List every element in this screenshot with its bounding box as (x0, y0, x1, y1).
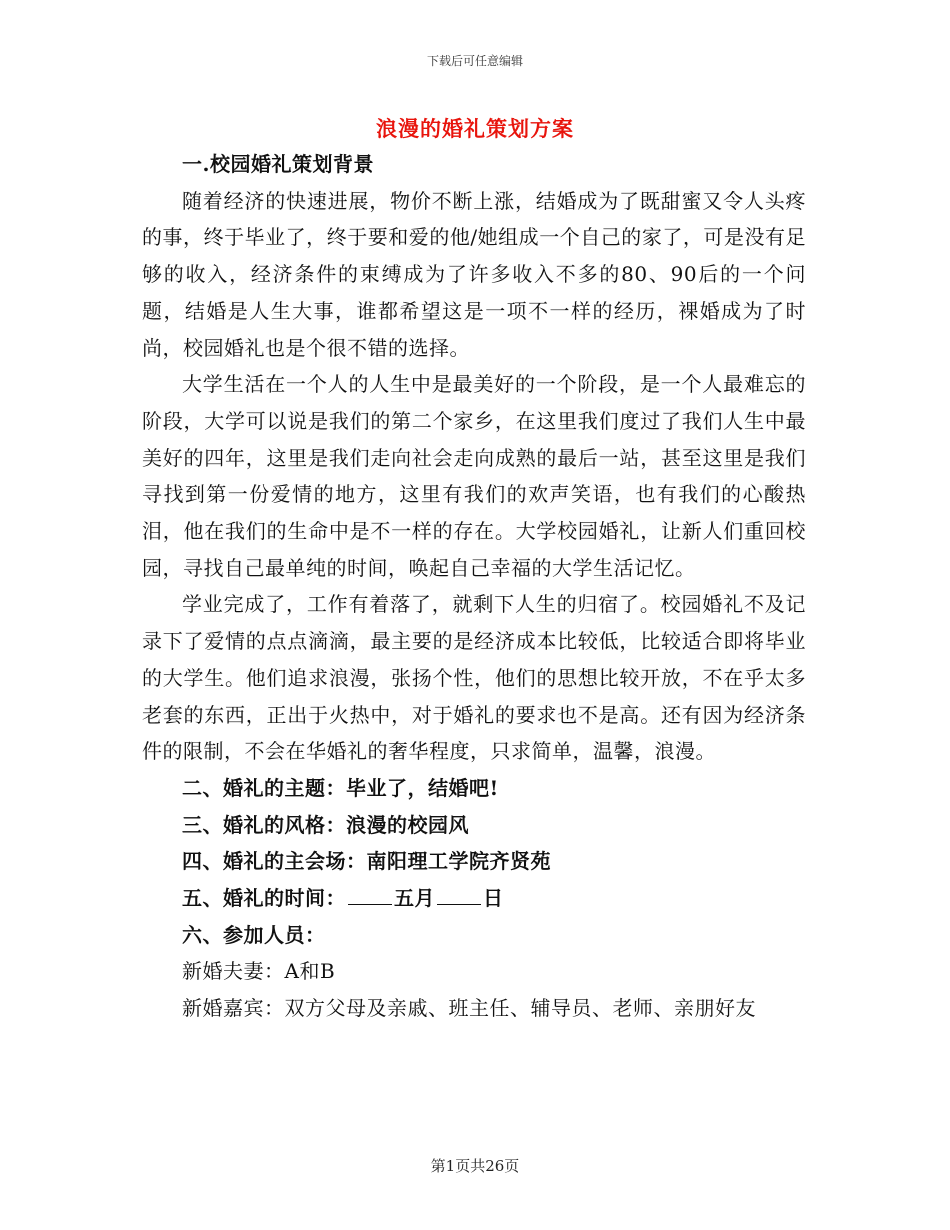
time-prefix: 五、婚礼的时间： (182, 886, 346, 911)
section-heading-participants: 六、参加人员： (182, 922, 326, 947)
header-note: 下载后可任意编辑 (426, 54, 523, 68)
section-heading-venue: 四、婚礼的主会场：南阳理工学院齐贤苑 (182, 849, 551, 874)
section-heading-time (142, 880, 806, 917)
document-title: 浪漫的婚礼策划方案 (376, 116, 574, 141)
page-number: 第1页共26页 (430, 1157, 520, 1175)
paragraph-university-life: 大学生活在一个人的人生中是最美好的一个阶段，是一个人最难忘的阶段，大学可以说是我们的第二个家乡，在这里我们度过了我们人生中最美好的四年，这里是我们走向社会走向成熟的最后一站，甚至这里是我们寻找到第一份爱情的地方，这里有我们的欢声笑语，也有我们的心酸热泪，他在我们的生命中是不一样的存在。大学校园婚礼，让新人们重回校园，寻找自己最单纯的时间，唤起自己幸福的大学生活记忆。 (142, 372, 806, 580)
guests-line: 新婚嘉宾：双方父母及亲戚、班主任、辅导员、老师、亲朋好友 (182, 996, 756, 1021)
month-blank (348, 886, 392, 905)
section-heading-background: 一.校园婚礼策划背景 (182, 152, 374, 176)
time-month: 五月 (394, 886, 435, 911)
document-body (142, 146, 806, 1027)
day-blank (437, 886, 481, 905)
section-heading-style: 三、婚礼的风格：浪漫的校园风 (182, 812, 469, 837)
couple-line: 新婚夫妻：A和B (182, 959, 336, 984)
paragraph-economy: 随着经济的快速进展，物价不断上涨，结婚成为了既甜蜜又令人头疼的事，终于毕业了，终于要和爱的他/她组成一个自己的家了，可是没有足够的收入，经济条件的束缚成为了许多收入不多的80、90后的一个问题，结婚是人生大事，谁都希望这是一项不一样的经历，裸婚成为了时尚，校园婚礼也是个很不错的选择。 (142, 188, 806, 360)
time-day: 日 (483, 886, 504, 911)
section-heading-theme: 二、婚礼的主题：毕业了，结婚吧! (182, 775, 499, 800)
paragraph-campus-wedding: 学业完成了，工作有着落了，就剩下人生的归宿了。校园婚礼不及记录下了爱情的点点滴滴，最主要的是经济成本比较低，比较适合即将毕业的大学生。他们追求浪漫，张扬个性，他们的思想比较开放，不在乎太多老套的东西，正出于火热中，对于婚礼的要求也不是高。还有因为经济条件的限制，不会在华婚礼的奢华程度，只求简单，温馨，浪漫。 (142, 592, 806, 764)
